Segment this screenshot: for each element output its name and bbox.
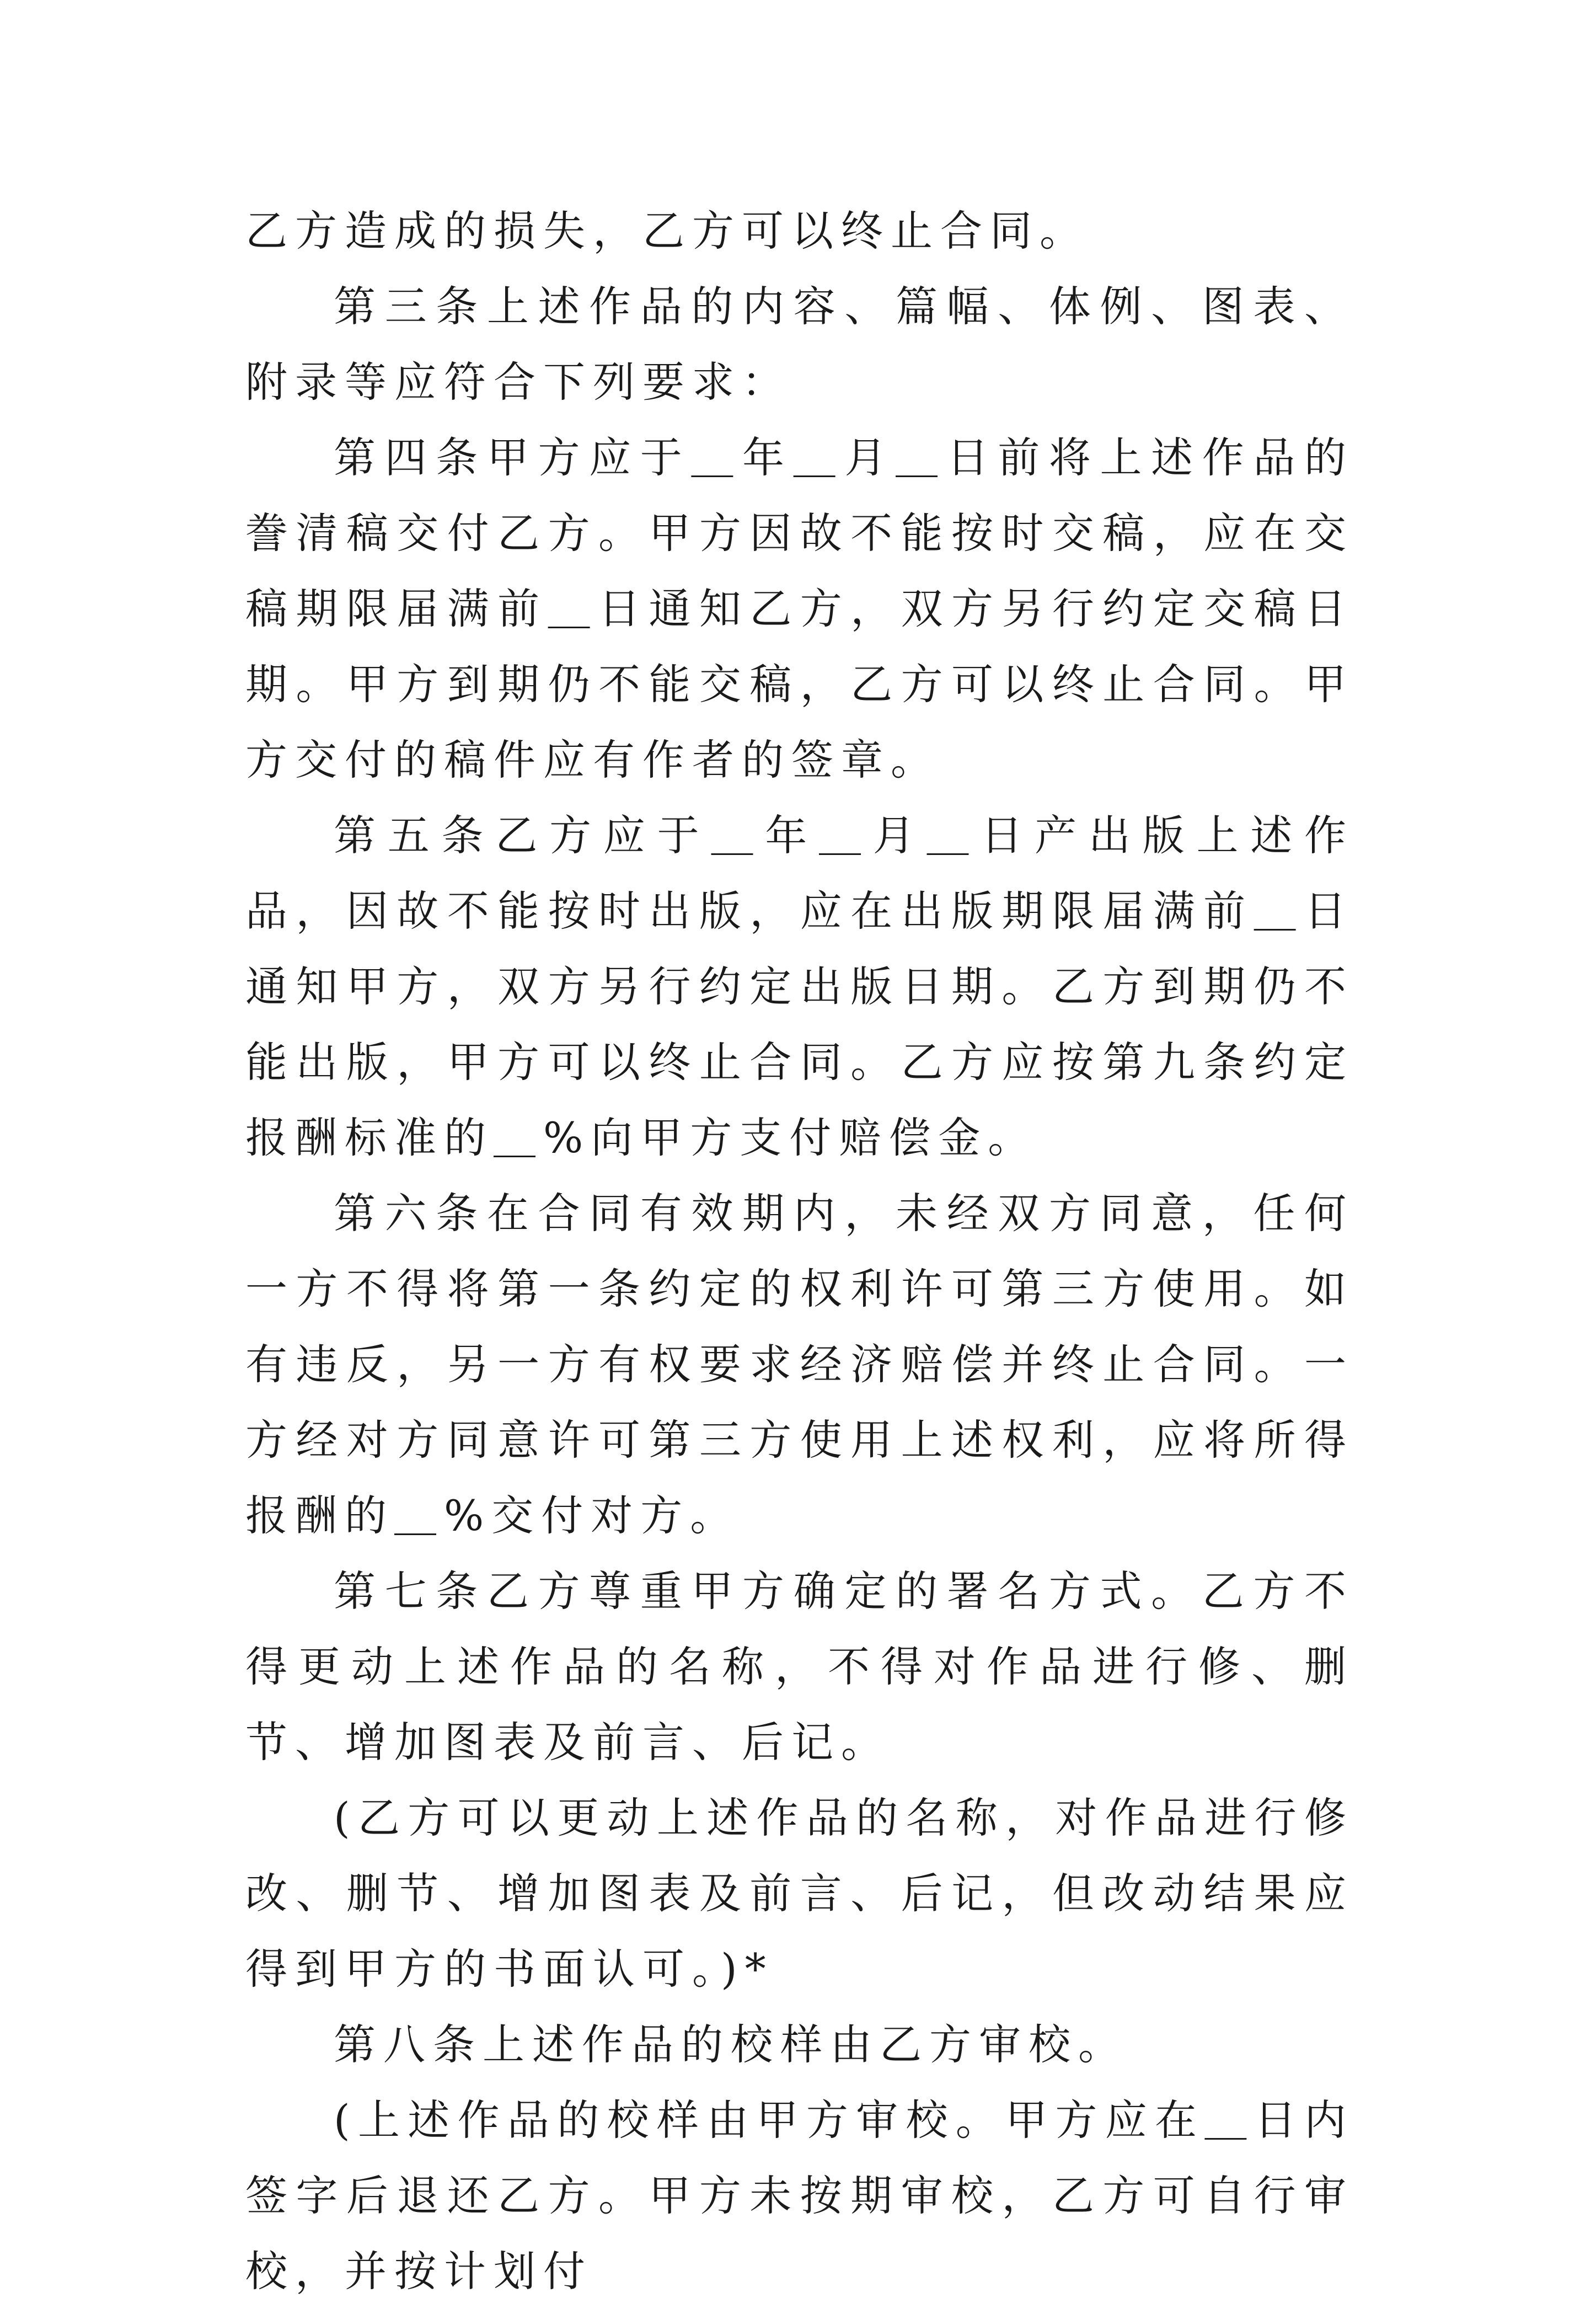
paragraph-article-6: 第六条在合同有效期内，未经双方同意，任何一方不得将第一条约定的权利许可第三方使用。如有违反，另一方有权要求经济赔偿并终止合同。一方经对方同意许可第三方使用上述权利，应将所得报酬的＿%交付对方。 — [245, 1189, 1354, 1540]
paragraph-article-5: 第五条乙方应于＿年＿月＿日产出版上述作品，因故不能按时出版，应在出版期限届满前＿日通知甲方，双方另行约定出版日期。乙方到期仍不能出版，甲方可以终止合同。乙方应按第九条约定报酬标准的＿%向甲方支付赔偿金。 — [245, 811, 1354, 1162]
paragraph-article-7: 第七条乙方尊重甲方确定的署名方式。乙方不得更动上述作品的名称，不得对作品进行修、删节、增加图表及前言、后记。 — [245, 1567, 1354, 1767]
paragraph-article-7-alternative: (乙方可以更动上述作品的名称，对作品进行修改、删节、增加图表及前言、后记，但改动结果应得到甲方的书面认可。)* — [245, 1793, 1354, 1993]
paragraph-article-3: 第三条上述作品的内容、篇幅、体例、图表、附录等应符合下列要求： — [245, 282, 1354, 407]
paragraph-article-8: 第八条上述作品的校样由乙方审校。 — [334, 2020, 1128, 2069]
paragraph-article-8-alternative: (上述作品的校样由甲方审校。甲方应在＿日内签字后退还乙方。甲方未按期审校，乙方可自行审校，并按计划付 — [245, 2096, 1354, 2296]
paragraph-1: 乙方造成的损失，乙方可以终止合同。 — [245, 206, 1089, 255]
paragraph-article-4: 第四条甲方应于＿年＿月＿日前将上述作品的誊清稿交付乙方。甲方因故不能按时交稿，应在交稿期限届满前＿日通知乙方，双方另行约定交稿日期。甲方到期仍不能交稿，乙方可以终止合同。甲方交付的稿件应有作者的签章。 — [245, 433, 1354, 784]
document-body — [245, 193, 1354, 2309]
